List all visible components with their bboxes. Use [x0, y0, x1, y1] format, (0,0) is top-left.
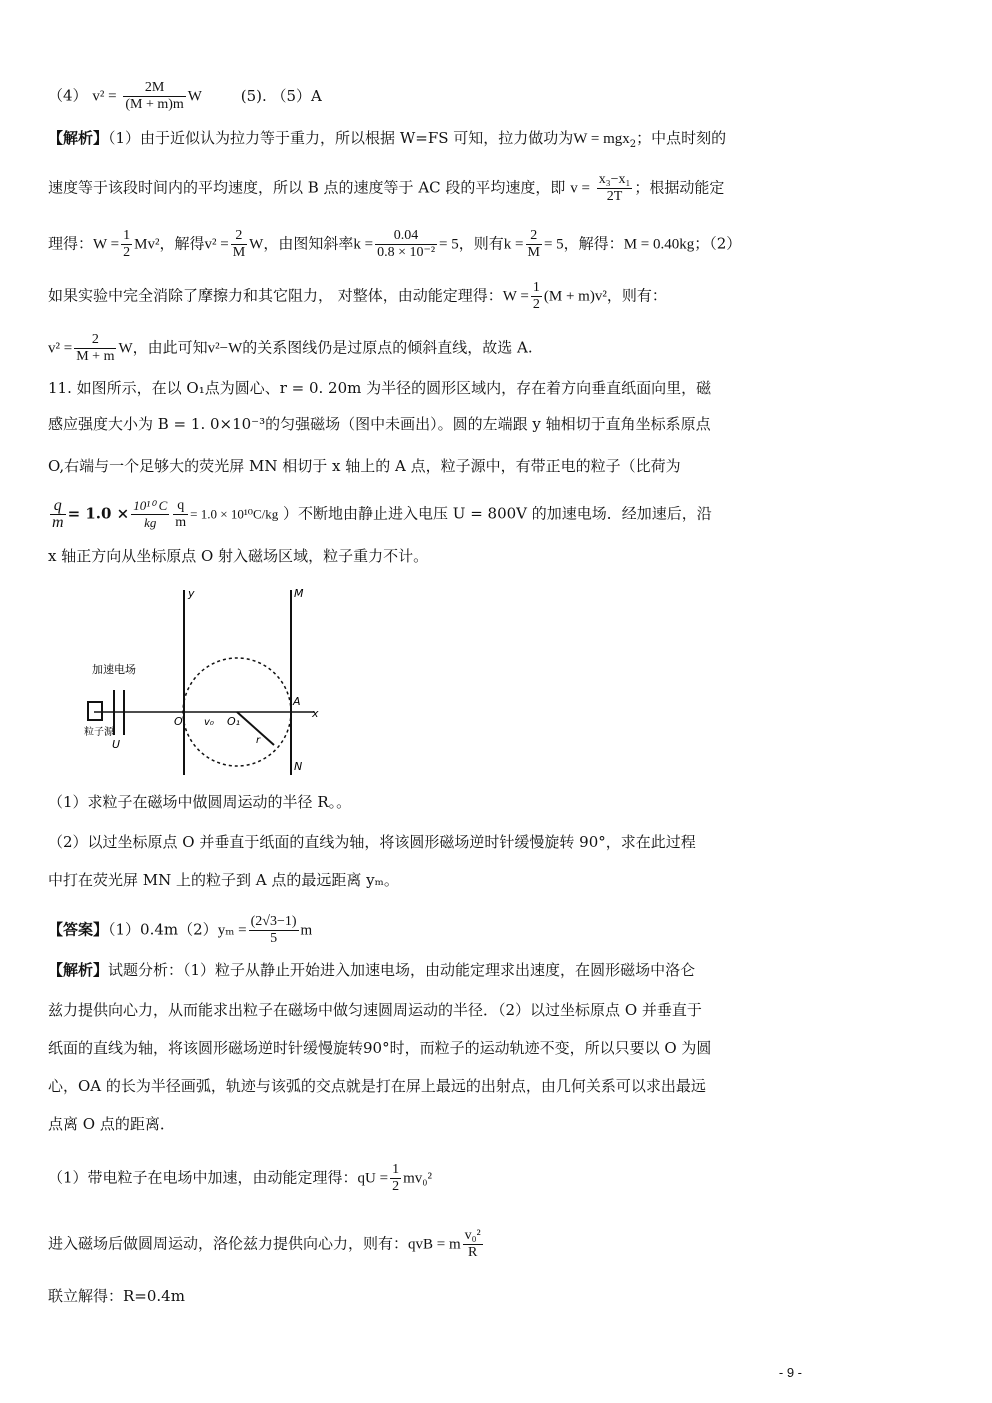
text: ，则有 [458, 234, 504, 253]
denominator: (M + m)m [125, 97, 184, 112]
text: （1）带电粒子在电场中加速，由动能定理得： [48, 1168, 358, 1187]
question-11-line-2: 感应强度大小为 B = 1. 0×10⁻³的匀强磁场（图中未画出）。圆的左端跟 y 轴相切于直角坐标系原点 [48, 415, 711, 433]
eq: v² = [204, 236, 229, 253]
fraction [375, 228, 437, 261]
eq: v = [570, 180, 590, 197]
fraction [249, 914, 299, 947]
analysis2-line-5: 点离 O 点的距离． [48, 1115, 175, 1133]
eq: v² = [48, 340, 73, 357]
label-y: y [188, 587, 195, 600]
numerator: 2 [526, 228, 542, 245]
text: ）不断地由静止进入电压 U = 800V 的加速电场．经加速后，沿 [283, 504, 712, 523]
magnetic-field-diagram [84, 585, 334, 785]
part5-answer: (5). （5）A [240, 86, 322, 105]
eq: = 5 [543, 236, 564, 253]
sub-question-2-line-1: （2）以过坐标原点 O 并垂直于纸面的直线为轴，将该圆形磁场逆时针缓慢旋转 90°，求在此过程 [48, 833, 696, 851]
analysis-label: 【解析】 [48, 129, 109, 147]
eq: k = [503, 236, 524, 253]
numerator: 2M [123, 80, 185, 97]
text: ，由此可知 [132, 338, 208, 357]
eq: M = 0.40kg [623, 236, 695, 253]
label-accel-field: 加速电场 [92, 663, 136, 676]
denominator: M [527, 245, 540, 260]
analysis-label: 【解析】 [48, 961, 109, 979]
text: 理得： [48, 234, 94, 253]
question-11-line-3: O,右端与一个足够大的荧光屏 MN 相切于 x 轴上的 A 点，粒子源中，有带正电的粒子（比荷为 [48, 457, 681, 475]
fraction [531, 280, 542, 313]
text: ；（2） [694, 234, 742, 253]
label-v0: v₀ [204, 717, 214, 728]
fraction [463, 1228, 483, 1261]
fraction [526, 228, 542, 261]
sub: 2 [629, 139, 637, 150]
eq: mv₀² [403, 1170, 432, 1187]
eq: = 1.0 × [67, 504, 130, 523]
eq: (M + m)v² [543, 288, 607, 305]
denominator: m [175, 515, 187, 530]
eq: yₘ = [217, 922, 247, 939]
analysis2-line-2: 兹力提供向心力，从而能求出粒子在磁场中做匀速圆周运动的半径．（2）以过坐标原点 O 并垂直于 [48, 1001, 702, 1019]
analysis-line-5 [48, 332, 533, 365]
text: ，由图知斜率 [263, 234, 354, 253]
fraction [231, 228, 247, 261]
analysis2-line-4: 心，OA 的长为半径画弧，轨迹与该弧的交点就是打在屏上最远的出射点，由几何关系可以求出最远 [48, 1077, 706, 1095]
analysis2-line-3: 纸面的直线为轴，将该圆形磁场逆时针缓慢旋转90°时，而粒子的运动轨迹不变，所以只要以 O 为圆 [48, 1039, 712, 1057]
analysis-line-4 [48, 280, 667, 313]
fraction [390, 1162, 401, 1195]
numerator: 1 [532, 280, 540, 295]
eq-tail: W [187, 88, 202, 105]
text: ，解得： [563, 234, 624, 253]
eq: qU = [357, 1170, 389, 1187]
numerator: 2 [231, 228, 247, 245]
sub-question-2-line-2: 中打在荧光屏 MN 上的粒子到 A 点的最远距离 yₘ。 [48, 871, 399, 889]
analysis2-line-1 [48, 960, 695, 980]
label-a: A [293, 695, 301, 708]
eq: k = [353, 236, 374, 253]
denominator: kg [144, 515, 157, 530]
fraction [121, 228, 132, 261]
eq: Mv² [134, 236, 160, 253]
text: 的关系图线仍是过原点的倾斜直线，故选 A. [242, 338, 533, 357]
solution-line-1 [48, 1162, 432, 1195]
fraction [597, 172, 633, 205]
numerator: v₀² [464, 1228, 481, 1243]
label-m: M [294, 587, 304, 600]
numerator: 10¹⁰ C [133, 498, 168, 513]
numerator: 2 [74, 332, 116, 349]
denominator: M [232, 245, 246, 260]
text: 速度等于该段时间内的平均速度，所以 B 点的速度等于 AC 段的平均速度，即 [48, 178, 566, 197]
fraction [173, 498, 188, 531]
numerator: 1 [392, 1162, 400, 1177]
eq: W = mgx [573, 131, 630, 147]
numerator: 1 [123, 228, 131, 243]
denominator: 5 [270, 931, 278, 946]
numerator: q [173, 498, 188, 515]
denominator: 2 [123, 245, 131, 260]
answer-label: 【答案】 [48, 920, 109, 939]
label-o: O [174, 715, 183, 728]
particle-source-box [88, 702, 102, 720]
text: 进入磁场后做圆周运动，洛伦兹力提供向心力，则有： [48, 1234, 409, 1253]
eq: qvB = m [408, 1236, 461, 1253]
label-x: x [312, 707, 319, 720]
numerator: (2√3−1) [250, 914, 297, 929]
denominator: 2 [392, 1179, 400, 1194]
fraction [50, 498, 66, 531]
fraction [131, 498, 169, 531]
label-n: N [294, 760, 303, 773]
analysis-line-3 [48, 228, 741, 261]
question-11-line-5: x 轴正方向从坐标原点 O 射入磁场区域，粒子重力不计。 [48, 547, 429, 565]
denominator: M + m [76, 349, 115, 364]
denominator: 2T [606, 189, 623, 204]
numerator: 0.04 [375, 228, 437, 245]
eq: W = [502, 288, 529, 305]
numerator: x₃−x₁ [598, 172, 631, 187]
numerator: q [50, 498, 66, 515]
text: ，则有： [606, 286, 667, 305]
label-r: r [256, 735, 261, 746]
label-u: U [112, 738, 121, 751]
eq: = 5 [439, 236, 459, 253]
eq: W [118, 340, 133, 357]
text: ，解得 [159, 234, 205, 253]
text: ；根据动能定 [634, 178, 725, 197]
label-source: 粒子源 [84, 727, 114, 738]
eq: W [249, 236, 264, 253]
part4-label: （4） [48, 86, 88, 105]
text: 如果实验中完全消除了摩擦力和其它阻力， 对整体，由动能定理得： [48, 286, 503, 305]
eq: v²−W [207, 340, 243, 357]
eq: m [300, 922, 313, 939]
text: ；中点时刻的 [636, 129, 727, 147]
eq: W = [93, 236, 120, 253]
fraction [74, 332, 116, 365]
sub-question-1: （1）求粒子在磁场中做圆周运动的半径 R。。 [48, 793, 352, 811]
question-11-line-1: 11. 如图所示，在以 O₁点为圆心、r = 0. 20m 为半径的圆形区域内，存在着方向垂直纸面向里，磁 [48, 379, 712, 397]
eq: = 1.0 × 10¹⁰C/kg [190, 506, 279, 522]
denominator: 2 [532, 297, 540, 312]
question-11-line-4 [48, 498, 712, 531]
page-number: - 9 - [778, 1365, 802, 1380]
analysis-line-1 [48, 128, 726, 155]
solution-line-2 [48, 1228, 485, 1261]
text: （1）0.4m（2） [108, 920, 218, 939]
denominator: 0.8 × 10⁻² [377, 245, 436, 260]
denominator: m [52, 514, 64, 531]
text: （1）由于近似认为拉力等于重力，所以根据 W=FS 可知，拉力做功为 [108, 129, 574, 147]
fraction [123, 80, 185, 113]
text: 试题分析：（1）粒子从静止开始进入加速电场，由动能定理求出速度，在圆形磁场中洛仑 [108, 961, 696, 979]
label-o1: O₁ [227, 715, 241, 728]
denominator: R [468, 1245, 478, 1260]
analysis-line-2 [48, 172, 724, 205]
answer-line-4-5 [48, 80, 322, 113]
eq-lhs: v² = [92, 88, 117, 105]
solution-line-3: 联立解得：R=0.4m [48, 1287, 185, 1305]
answer-line [48, 914, 312, 947]
